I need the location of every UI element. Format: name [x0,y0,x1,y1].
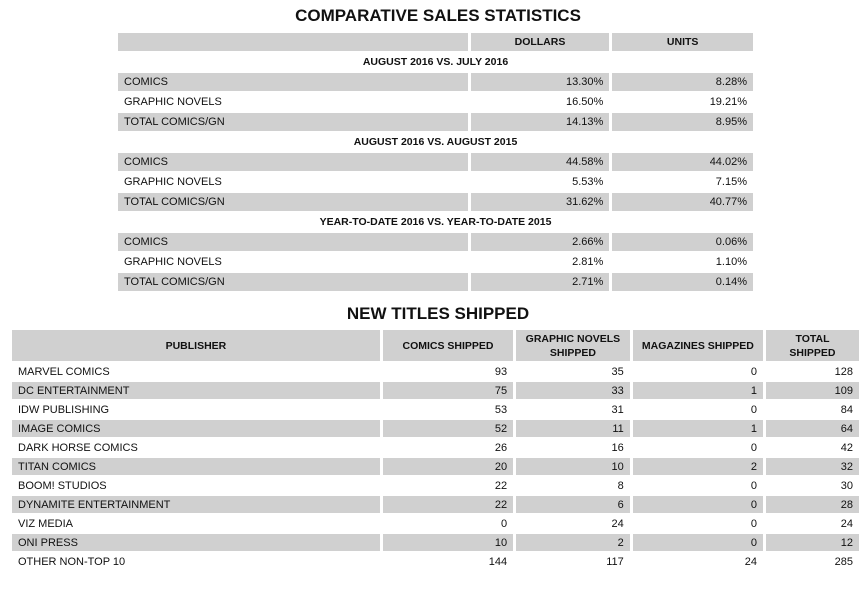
magazines-shipped-header: MAGAZINES SHIPPED [633,330,763,361]
total-shipped-cell: 32 [766,458,859,475]
publisher-cell: IDW PUBLISHING [12,401,380,418]
dollars-value: 2.71% [471,273,610,291]
magazines-shipped-cell: 0 [633,496,763,513]
graphic-novels-shipped-cell: 16 [516,439,630,456]
total-shipped-cell: 109 [766,382,859,399]
table-row [12,477,859,494]
units-value: 40.77% [612,193,753,211]
table-row [12,439,859,456]
table-row [12,496,859,513]
graphic-novels-shipped-header: GRAPHIC NOVELS SHIPPED [516,330,630,361]
new-titles-header-row [12,330,859,361]
units-value: 0.14% [612,273,753,291]
total-shipped-cell: 12 [766,534,859,551]
comparative-sales-table [115,31,756,293]
table-row [118,253,753,271]
dollars-value: 2.81% [471,253,610,271]
table-row [12,382,859,399]
magazines-shipped-cell: 0 [633,363,763,380]
total-shipped-cell: 285 [766,553,859,570]
table-row [12,553,859,570]
table-row [118,73,753,91]
units-value: 0.06% [612,233,753,251]
row-label: TOTAL COMICS/GN [118,113,468,131]
new-titles-title: NEW TITLES SHIPPED [346,304,530,323]
row-label: COMICS [118,233,468,251]
table-row [12,420,859,437]
new-titles-table [9,328,862,572]
row-label: GRAPHIC NOVELS [118,93,468,111]
dollars-header: DOLLARS [471,33,610,51]
comics-shipped-cell: 93 [383,363,513,380]
table-row [118,113,753,131]
graphic-novels-shipped-cell: 10 [516,458,630,475]
comparative-header-row [118,33,753,51]
graphic-novels-shipped-cell: 31 [516,401,630,418]
publisher-cell: VIZ MEDIA [12,515,380,532]
dollars-value: 13.30% [471,73,610,91]
magazines-shipped-cell: 24 [633,553,763,570]
graphic-novels-shipped-cell: 35 [516,363,630,380]
table-row [118,93,753,111]
table-row [12,363,859,380]
comics-shipped-cell: 26 [383,439,513,456]
graphic-novels-shipped-cell: 117 [516,553,630,570]
magazines-shipped-cell: 0 [633,515,763,532]
magazines-shipped-cell: 0 [633,477,763,494]
comics-shipped-cell: 22 [383,496,513,513]
dollars-value: 31.62% [471,193,610,211]
section-heading-row [118,133,753,151]
section-heading: YEAR-TO-DATE 2016 VS. YEAR-TO-DATE 2015 [118,213,753,231]
publisher-cell: MARVEL COMICS [12,363,380,380]
total-shipped-cell: 30 [766,477,859,494]
total-shipped-cell: 128 [766,363,859,380]
comics-shipped-cell: 52 [383,420,513,437]
total-shipped-cell: 64 [766,420,859,437]
magazines-shipped-cell: 2 [633,458,763,475]
section-heading-row [118,53,753,71]
comics-shipped-cell: 144 [383,553,513,570]
section-heading: AUGUST 2016 VS. JULY 2016 [118,53,753,71]
comics-shipped-cell: 75 [383,382,513,399]
comics-shipped-cell: 53 [383,401,513,418]
units-value: 19.21% [612,93,753,111]
header-blank-cell [118,33,468,51]
units-value: 8.95% [612,113,753,131]
graphic-novels-shipped-cell: 24 [516,515,630,532]
comics-shipped-cell: 22 [383,477,513,494]
comics-shipped-cell: 10 [383,534,513,551]
table-row [118,233,753,251]
dollars-value: 2.66% [471,233,610,251]
dollars-value: 5.53% [471,173,610,191]
magazines-shipped-cell: 1 [633,420,763,437]
units-value: 44.02% [612,153,753,171]
row-label: COMICS [118,153,468,171]
units-header: UNITS [612,33,753,51]
comics-shipped-header: COMICS SHIPPED [383,330,513,361]
dollars-value: 44.58% [471,153,610,171]
publisher-cell: DC ENTERTAINMENT [12,382,380,399]
table-row [118,173,753,191]
row-label: TOTAL COMICS/GN [118,273,468,291]
units-value: 7.15% [612,173,753,191]
row-label: TOTAL COMICS/GN [118,193,468,211]
new-titles-body [12,363,859,570]
magazines-shipped-cell: 0 [633,534,763,551]
units-value: 8.28% [612,73,753,91]
publisher-cell: DYNAMITE ENTERTAINMENT [12,496,380,513]
publisher-cell: ONI PRESS [12,534,380,551]
table-row [12,401,859,418]
comics-shipped-cell: 20 [383,458,513,475]
units-value: 1.10% [612,253,753,271]
table-row [118,193,753,211]
publisher-cell: OTHER NON-TOP 10 [12,553,380,570]
publisher-header: PUBLISHER [12,330,380,361]
graphic-novels-shipped-cell: 11 [516,420,630,437]
table-row [12,534,859,551]
total-shipped-cell: 24 [766,515,859,532]
publisher-cell: DARK HORSE COMICS [12,439,380,456]
comparative-sales-title: COMPARATIVE SALES STATISTICS [295,6,581,25]
row-label: GRAPHIC NOVELS [118,173,468,191]
dollars-value: 16.50% [471,93,610,111]
section-heading: AUGUST 2016 VS. AUGUST 2015 [118,133,753,151]
dollars-value: 14.13% [471,113,610,131]
table-row [118,153,753,171]
graphic-novels-shipped-cell: 33 [516,382,630,399]
table-row [12,515,859,532]
magazines-shipped-cell: 1 [633,382,763,399]
total-shipped-header: TOTAL SHIPPED [766,330,859,361]
graphic-novels-shipped-cell: 2 [516,534,630,551]
section-heading-row [118,213,753,231]
total-shipped-cell: 84 [766,401,859,418]
magazines-shipped-cell: 0 [633,401,763,418]
table-row [118,273,753,291]
row-label: COMICS [118,73,468,91]
magazines-shipped-cell: 0 [633,439,763,456]
publisher-cell: TITAN COMICS [12,458,380,475]
row-label: GRAPHIC NOVELS [118,253,468,271]
publisher-cell: BOOM! STUDIOS [12,477,380,494]
publisher-cell: IMAGE COMICS [12,420,380,437]
total-shipped-cell: 28 [766,496,859,513]
table-row [12,458,859,475]
graphic-novels-shipped-cell: 6 [516,496,630,513]
total-shipped-cell: 42 [766,439,859,456]
graphic-novels-shipped-cell: 8 [516,477,630,494]
comics-shipped-cell: 0 [383,515,513,532]
